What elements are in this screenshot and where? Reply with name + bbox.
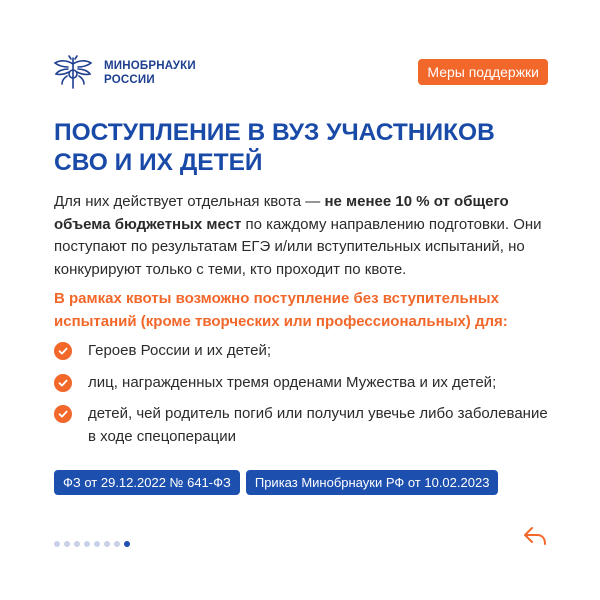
page-dot[interactable] [74,541,80,547]
ministry-name-line2: РОССИИ [104,74,155,86]
page-title [54,118,524,178]
quota-highlight: В рамках квоты возможно поступление без вступительных испытаний (кроме творческих или профессиональных) для: [54,290,508,330]
ministry-order-link[interactable]: Приказ Минобрнауки РФ от 10.02.2023 [246,470,499,495]
page-dot[interactable] [114,541,120,547]
intro-after: по каждому направлению подготовки. Они поступают по результатам ЕГЭ и/или вступительных испытаний, но конкурируют только с теми, кто проходит по квоте. [54,215,542,278]
intro-paragraph [54,191,554,281]
ministry-name [104,59,196,87]
list-item-text: лиц, награжденных тремя орденами Мужества и их детей; [88,373,497,391]
legal-links [54,470,498,495]
check-icon [54,405,72,423]
list-item-text: Героев России и их детей; [88,342,272,359]
intro-bold: не менее 10 % от общего объема бюджетных мест [54,193,509,233]
support-measures-badge[interactable]: Меры поддержки [418,59,548,85]
check-icon [54,342,72,360]
eligible-list [54,340,554,457]
page-dot[interactable] [94,541,100,547]
page-dot[interactable] [64,541,70,547]
ministry-name-line1: МИНОБРНАУКИ [104,60,196,72]
list-item-text: детей, чей родитель погиб или получил увечье либо заболевание в ходе спецоперации [88,405,548,445]
page-dot-active[interactable] [124,541,130,547]
page-dot[interactable] [54,541,60,547]
ministry-logo [50,50,196,96]
title-line-2: СВО И ИХ ДЕТЕЙ [54,149,263,176]
list-item [54,403,554,448]
title-line-1: ПОСТУПЛЕНИЕ В ВУЗ УЧАСТНИКОВ [54,119,495,146]
check-icon [54,374,72,392]
back-arrow-icon[interactable] [523,525,547,547]
eagle-emblem-icon [50,50,96,96]
list-item [54,372,554,395]
federal-law-link[interactable]: ФЗ от 29.12.2022 № 641-ФЗ [54,470,240,495]
pagination-dots [54,541,130,547]
page-dot[interactable] [104,541,110,547]
page-dot[interactable] [84,541,90,547]
list-item [54,340,554,363]
intro-before: Для них действует отдельная квота — [54,193,325,210]
